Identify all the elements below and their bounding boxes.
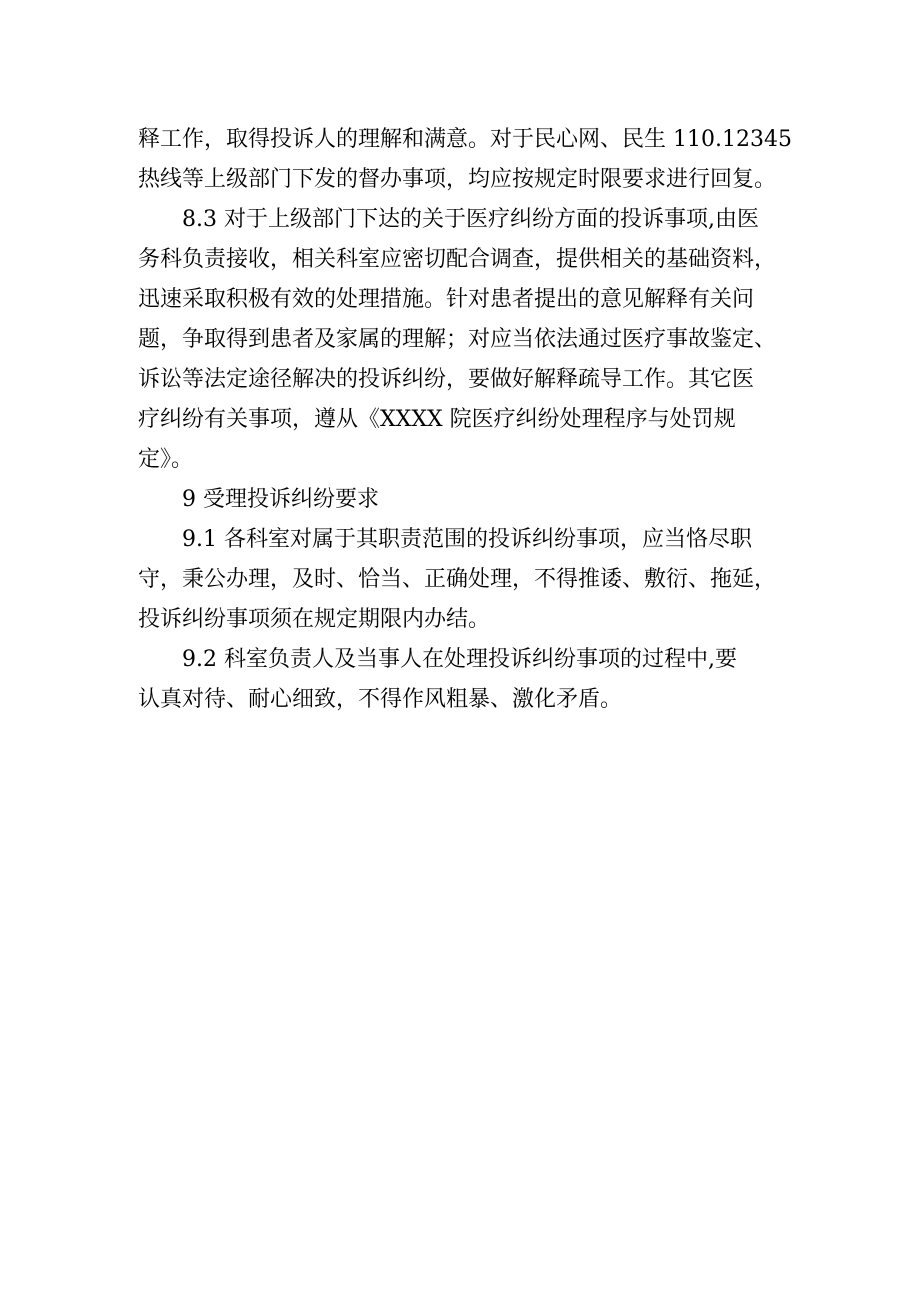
text-line — [138, 120, 798, 160]
text-line — [138, 640, 798, 680]
text-line — [138, 600, 798, 640]
line-text: 迅速采取积极有效的处理措施。针对患者提出的意见解释有关问 — [138, 287, 755, 312]
line-text: 认真对待、耐心细致，不得作风粗暴、激化矛盾。 — [138, 687, 623, 712]
text-line — [138, 440, 798, 480]
line-text: 投诉纠纷事项须在规定期限内办结。 — [138, 607, 491, 632]
paragraph-8-3 — [138, 200, 798, 480]
document-body — [138, 120, 798, 720]
line-text: 疗纠纷有关事项，遵从《XXXX 院医疗纠纷处理程序与处罚规 — [138, 407, 736, 432]
line-text: 释工作，取得投诉人的理解和满意。对于民心网、民生 110.12345 — [138, 127, 792, 152]
line-text: 9.1 各科室对属于其职责范围的投诉纠纷事项，应当恪尽职 — [182, 527, 752, 552]
line-text: 热线等上级部门下发的督办事项，均应按规定时限要求进行回复。 — [138, 167, 777, 192]
text-line — [138, 520, 798, 560]
line-text: 题，争取得到患者及家属的理解；对应当依法通过医疗事故鉴定、 — [138, 327, 777, 352]
line-text: 诉讼等法定途径解决的投诉纠纷，要做好解释疏导工作。其它医 — [138, 367, 755, 392]
line-text: 务科负责接收，相关科室应密切配合调查，提供相关的基础资料， — [138, 247, 777, 272]
line-text: 定》。 — [138, 447, 194, 472]
heading-line — [138, 480, 798, 520]
paragraph-9-1 — [138, 520, 798, 640]
paragraph-9-2 — [138, 640, 798, 720]
text-line — [138, 320, 798, 360]
text-line — [138, 160, 798, 200]
line-text: 守，秉公办理，及时、恰当、正确处理，不得推诿、敷衍、拖延， — [138, 567, 777, 592]
text-line — [138, 400, 798, 440]
text-line — [138, 280, 798, 320]
text-line — [138, 360, 798, 400]
section-heading-9 — [138, 480, 798, 520]
text-line — [138, 200, 798, 240]
heading-text: 9 受理投诉纠纷要求 — [182, 487, 379, 512]
paragraph-continuation — [138, 120, 798, 200]
line-text: 9.2 科室负责人及当事人在处理投诉纠纷事项的过程中,要 — [182, 647, 737, 672]
line-text: 8.3 对于上级部门下达的关于医疗纠纷方面的投诉事项,由医 — [182, 207, 759, 232]
text-line — [138, 560, 798, 600]
text-line — [138, 680, 798, 720]
text-line — [138, 240, 798, 280]
